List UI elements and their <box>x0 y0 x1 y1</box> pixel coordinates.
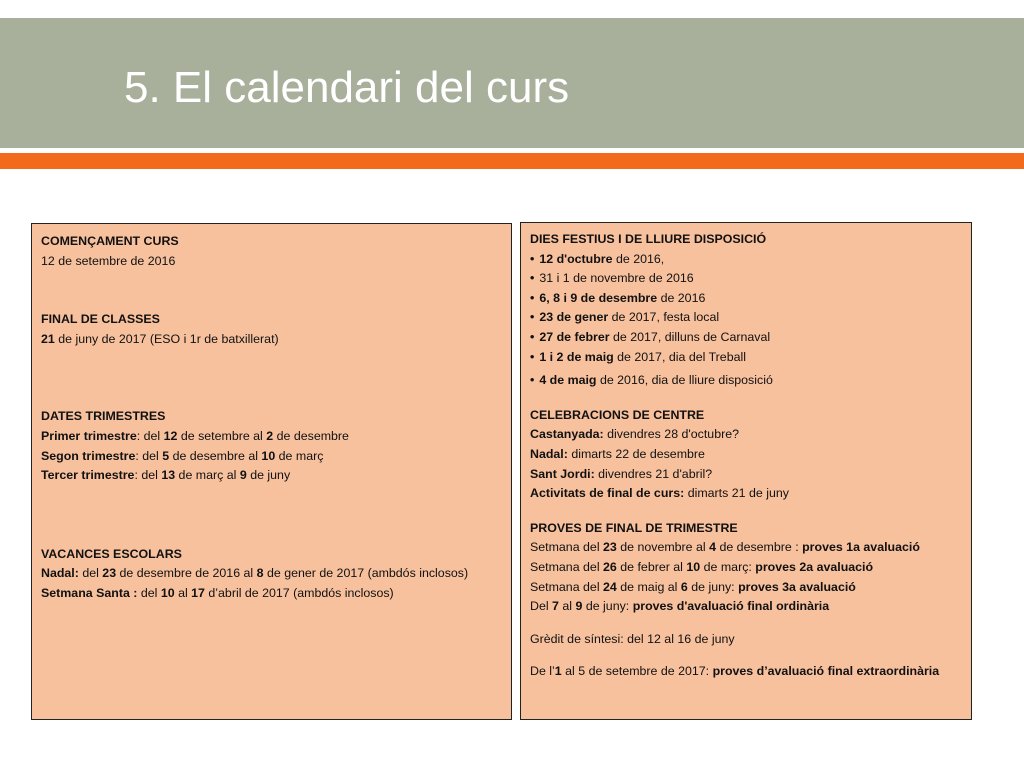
holidays-heading: VACANCES ESCOLARS <box>41 546 182 561</box>
festiu-item: • 1 i 2 de maig de 2017, dia del Treball <box>530 348 962 368</box>
celebracio-item: Castanyada: divendres 28 d'octubre? <box>530 427 739 442</box>
holiday-setmana-santa: Setmana Santa : del 10 al 17 d’abril de 2017 (ambdós inclosos) <box>41 585 394 600</box>
festiu-item: • 27 de febrer de 2017, dilluns de Carnaval <box>530 328 962 348</box>
term-3: Tercer trimestre: del 13 de març al 9 de juny <box>41 468 291 483</box>
slide-title: 5. El calendari del curs <box>124 63 570 112</box>
start-date: 12 de setembre de 2016 <box>41 253 176 268</box>
celebracions-heading: CELEBRACIONS DE CENTRE <box>530 407 705 422</box>
terms-heading: DATES TRIMESTRES <box>41 409 166 424</box>
credit-sintesi: Grèdit de síntesi: del 12 al 16 de juny <box>530 631 735 646</box>
prova-item: Del 7 al 9 de juny: proves d'avaluació final ordinària <box>530 599 830 614</box>
term-2: Segon trimestre: del 5 de desembre al 10 de març <box>41 448 324 463</box>
festiu-item: • 4 de maig de 2016, dia de lliure disposició <box>530 371 962 391</box>
prova-item: Setmana del 23 de novembre al 4 de desembre : proves 1a avaluació <box>530 540 920 555</box>
festiu-item: • 12 d'octubre de 2016, <box>530 250 962 270</box>
school-year-dates-panel <box>31 223 512 720</box>
holiday-nadal: Nadal: del 23 de desembre de 2016 al 8 de gener de 2017 (ambdós inclosos) <box>41 566 469 581</box>
festiu-item: • 31 i 1 de novembre de 2016 <box>530 269 962 289</box>
end-heading: FINAL DE CLASSES <box>41 312 160 327</box>
final-extraordinaria: De l’1 al 5 de setembre de 2017: proves d’avaluació final extraordinària <box>530 664 940 679</box>
festiu-item: • 6, 8 i 9 de desembre de 2016 <box>530 289 962 309</box>
celebracio-item: Activitats de final de curs: dimarts 21 de juny <box>530 486 789 501</box>
celebracio-item: Nadal: dimarts 22 de desembre <box>530 446 705 461</box>
proves-heading: PROVES DE FINAL DE TRIMESTRE <box>530 520 738 535</box>
holidays-events-panel <box>520 222 972 720</box>
prova-item: Setmana del 26 de febrer al 10 de març: proves 2a avaluació <box>530 559 874 574</box>
start-heading: COMENÇAMENT CURS <box>41 234 179 248</box>
end-date: 21 de juny de 2017 (ESO i 1r de batxillerat) <box>41 331 279 346</box>
term-1: Primer trimestre: del 12 de setembre al 2 de desembre <box>41 428 349 443</box>
festiu-item: • 23 de gener de 2017, festa local <box>530 308 962 328</box>
prova-item: Setmana del 24 de maig al 6 de juny: proves 3a avaluació <box>530 579 856 594</box>
festius-heading: DIES FESTIUS I DE LLIURE DISPOSICIÓ <box>530 232 767 246</box>
accent-bar <box>0 153 1024 169</box>
celebracio-item: Sant Jordi: divendres 21 d'abril? <box>530 466 713 481</box>
